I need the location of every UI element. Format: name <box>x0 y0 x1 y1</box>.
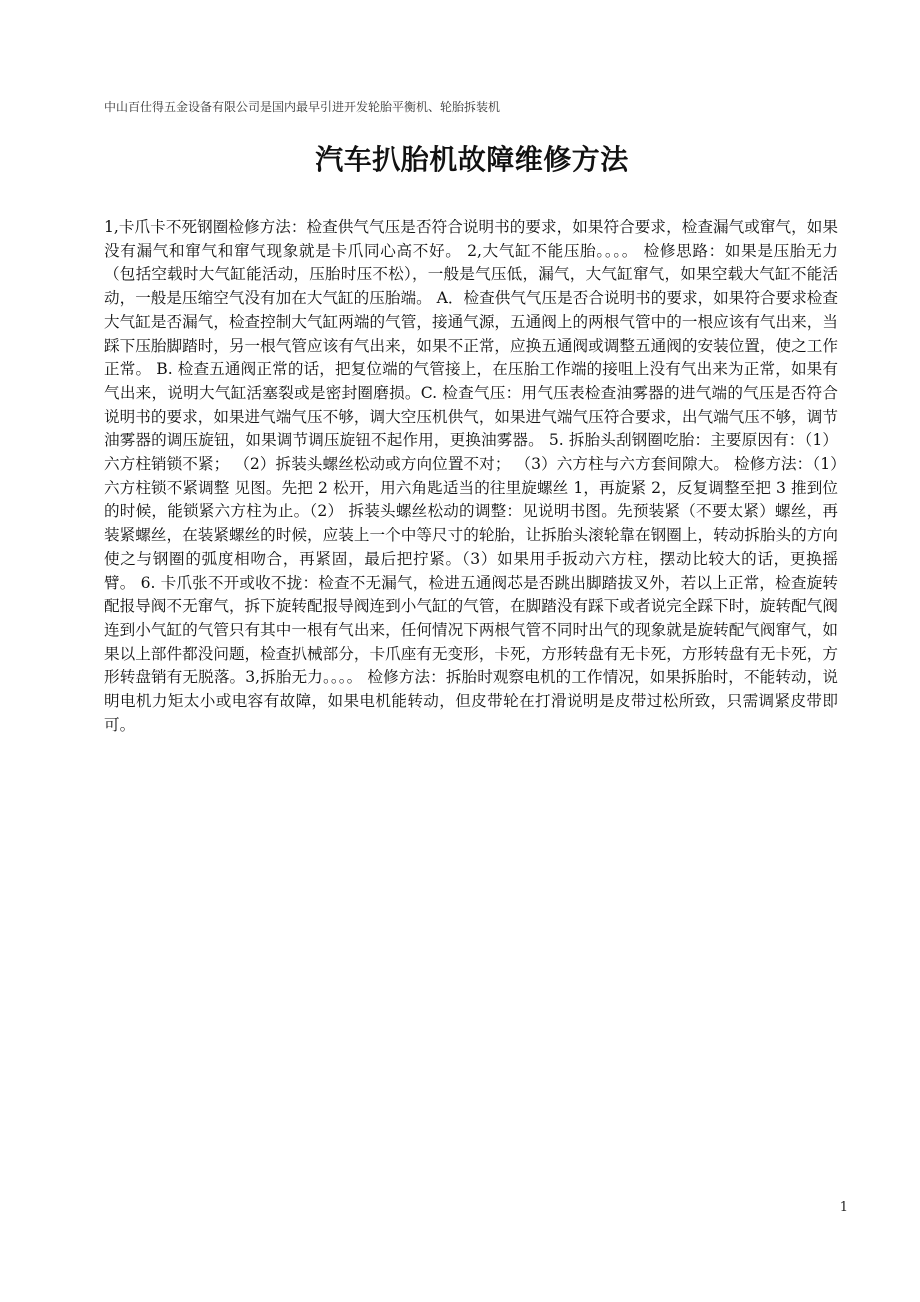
header-note: 中山百仕得五金设备有限公司是国内最早引进开发轮胎平衡机、轮胎拆装机 <box>104 100 501 114</box>
document-title: 汽车扒胎机故障维修方法 <box>315 143 629 176</box>
page-number: 1 <box>839 1200 848 1215</box>
document-body-paragraph: 1,卡爪卡不死钢圈检修方法：检查供气气压是否符合说明书的要求，如果符合要求，检查漏气或窜气，如果没有漏气和窜气和窜气现象就是卡爪同心高不好。 2,大气缸不能压胎。。。。 检修思路：如果是压胎无力（包括空载时大气缸能活动，压胎时压不松），一般是气压低，漏气，大气缸窜气，如果空载大气缸不能活动，一般是压缩空气没有加在大气缸的压胎端。 A．检查供气气压是否合说明书的要求，如果符合要求检查大气缸是否漏气，检查控制大气缸两端的气管，接通气源，五通阀上的两根气管中的一根应该有气出来，当踩下压胎脚踏时，另一根气管应该有气出来，如果不正常，应换五通阀或调整五通阀的安装位置，使之工作正常。 B. 检查五通阀正常的话，把复位端的气管接上，在压胎工作端的接咀上没有气出来为正常，如果有气出来，说明大气缸活塞裂或是密封圈磨损。C. 检查气压：用气压表检查油雾器的进气端的气压是否符合说明书的要求，如果进气端气压不够，调大空压机供气，如果进气端气压符合要求，出气端气压不够，调节油雾器的调压旋钮，如果调节调压旋钮不起作用，更换油雾器。 5. 拆胎头刮钢圈吃胎：主要原因有：（1）六方柱销锁不紧； （2）拆装头螺丝松动或方向位置不对； （3）六方柱与六方套间隙大。 检修方法：（1）六方柱锁不紧调整 见图。先把 2 松开，用六角匙适当的往里旋螺丝 1，再旋紧 2，反复调整至把 3 推到位的时候，能锁紧六方柱为止。（2） 拆装头螺丝松动的调整：见说明书图。先预装紧（不要太紧）螺丝，再装紧螺丝，在装紧螺丝的时候，应装上一个中等尺寸的轮胎，让拆胎头滚轮靠在钢圈上，转动拆胎头的方向使之与钢圈的弧度相吻合，再紧固，最后把拧紧。（3）如果用手扳动六方柱，摆动比较大的话，更换摇臂。 6. 卡爪张不开或收不拢：检查不无漏气，检进五通阀芯是否跳出脚踏拔叉外，若以上正常，检查旋转配报导阀不无窜气，拆下旋转配报导阀连到小气缸的气管，在脚踏没有踩下或者说完全踩下时，旋转配气阀连到小气缸的气管只有其中一根有气出来，任何情况下两根气管不同时出气的现象就是旋转配气阀窜气，如果以上部件都没问题，检查扒械部分，卡爪座有无变形，卡死，方形转盘有无卡死，方形转盘有无卡死，方形转盘销有无脱落。3,拆胎无力。。。。 检修方法：拆胎时观察电机的工作情况，如果拆胎时，不能转动，说明电机力矩太小或电容有故障，如果电机能转动，但皮带轮在打滑说明是皮带过松所致，只需调紧皮带即可。 <box>104 218 839 734</box>
